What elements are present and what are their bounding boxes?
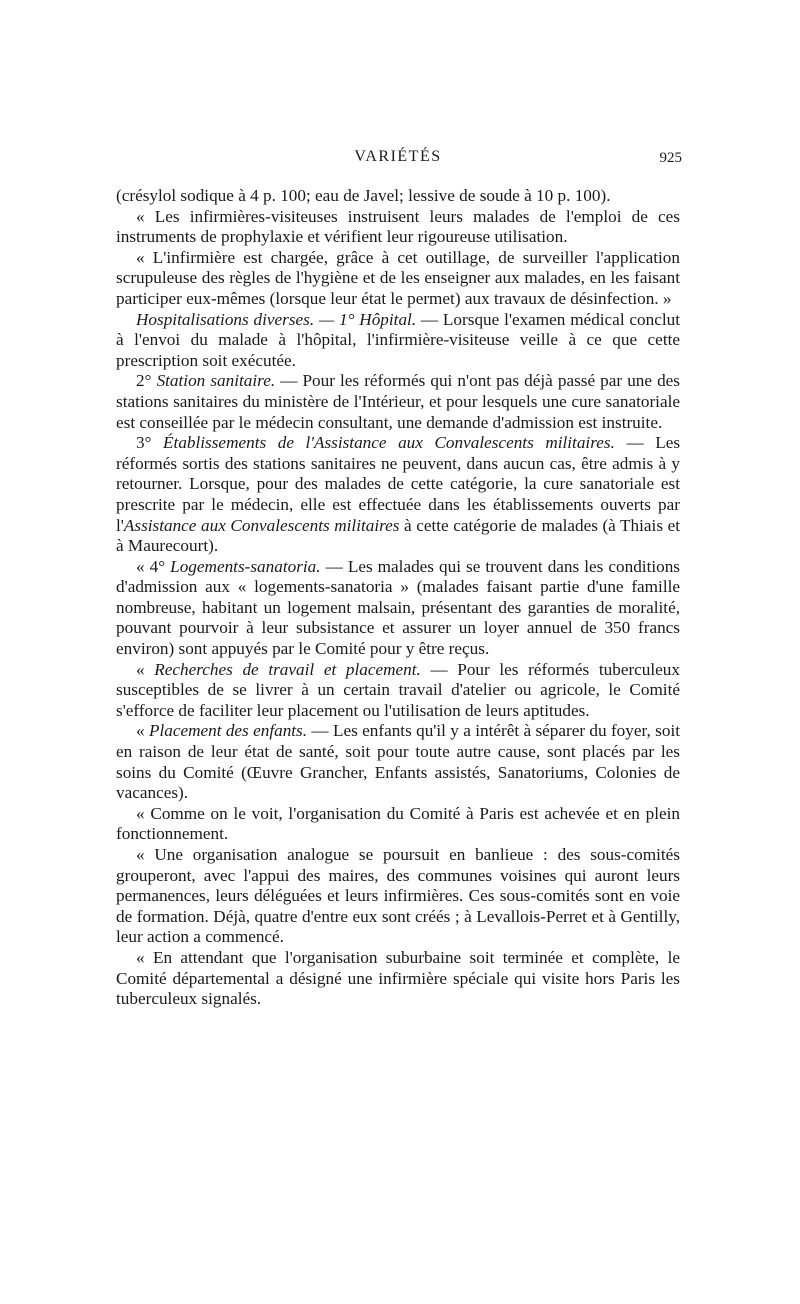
running-title: VARIÉTÉS [354,148,442,165]
paragraph-6-prefix: 3° [136,433,164,453]
paragraph-10 [116,804,680,845]
paragraph-12 [116,948,680,1010]
paragraph-4-heading: Hospitalisations diverses. — 1° Hôpital. [136,309,417,329]
running-header [116,148,680,172]
paragraph-11-text: « Une organisation analogue se poursuit en banlieue : des sous-comités grouperont, avec l'appui des maires, des communes voisines qui auront leurs permanences, leurs déléguées et leurs infirmières. Ces sous-comités sont en voie de formation. Déjà, quatre d'entre eux sont créés ; à Levallois-Perret et à Gentilly, leur action a commencé. [116,845,680,947]
paragraph-6-text: — Les réformés sortis des stations sanitaires ne peuvent, dans aucun cas, être admis à y retourner. Lorsque, pour des malades de cette catégorie, la cure sanatoriale est prescrite par le médecin, elle est effectuée dans les établissements ouverts par l' [116,433,681,535]
paragraph-3 [116,248,680,310]
paragraph-7-heading: Logements-sanatoria. [170,556,321,576]
paragraph-5-heading: Station sanitaire. [156,371,276,391]
paragraph-12-text: « En attendant que l'organisation suburbaine soit terminée et complète, le Comité départemental a désigné une infirmière spéciale qui visite hors Paris les tuberculeux signalés. [116,947,680,1009]
paragraph-9-text: — Les enfants qu'il y a intérêt à séparer du foyer, soit en raison de leur état de santé, soit pour toute autre cause, sont placés par les soins du Comité (Œuvre Grancher, Enfants assistés, Sanatoriums, Colonies de vacances). [116,721,681,803]
paragraph-3-text: « L'infirmière est chargée, grâce à cet outillage, de surveiller l'application scrupuleuse des règles de l'hygiène et de les enseigner aux malades, en les faisant participer eux-mêmes (lorsque leur état le permet) aux travaux de désinfection. » [116,247,680,308]
paragraph-5-prefix: 2° [136,371,157,391]
paragraph-7-prefix: « 4° [136,556,171,576]
page-number: 925 [659,150,682,166]
paragraph-9-heading: Placement des enfants. [148,721,308,741]
paragraph-9 [116,721,680,803]
body-text [116,186,680,1010]
paragraph-2-text: « Les infirmières-visiteuses instruisent leurs malades de l'emploi de ces instruments de prophylaxie et vérifient leur rigoureuse utilisation. [116,206,680,247]
paragraph-8-prefix: « [136,659,155,679]
paragraph-6-heading: Établissements de l'Assistance aux Convalescents militaires. [163,433,615,453]
paragraph-8 [116,660,680,722]
paragraph-5-text: — Pour les réformés qui n'ont pas déjà passé par une des stations sanitaires du ministère de l'Intérieur, et pour lesquels une cure sanatoriale est conseillée par le médecin consultant, une demande d'admission est instruite. [116,371,681,432]
paragraph-2 [116,207,680,248]
paragraph-11 [116,845,680,948]
paragraph-10-text: « Comme on le voit, l'organisation du Comité à Paris est achevée et en plein fonctionnement. [116,803,680,844]
paragraph-1 [116,186,680,207]
paragraph-7 [116,557,680,660]
paragraph-8-text: — Pour les réformés tuberculeux susceptibles de se livrer à un certain travail d'atelier ou agricole, le Comité s'efforce de faciliter leur placement ou l'utilisation de leurs aptitudes. [116,659,680,720]
paragraph-4 [116,310,680,372]
paragraph-6 [116,433,680,557]
paragraph-5 [116,371,680,433]
paragraph-7-text: — Les malades qui se trouvent dans les conditions d'admission aux « logements-sanatoria » (malades faisant partie d'une famille nombreuse, habitant un logement malsain, présentant des garanties de moralité, pouvant pourvoir à leur subsistance et assurer un loyer annuel de 350 francs environ) sont appuyés par le Comité pour y être reçus. [116,556,681,659]
paragraph-1-text: (crésylol sodique à 4 p. 100; eau de Javel; lessive de soude à 10 p. 100). [116,186,611,205]
paragraph-9-prefix: « [136,721,149,741]
paragraph-6-institution: Assistance aux Convalescents militaires [123,515,400,535]
paragraph-6-text-end: à cette catégorie de malades (à Thiais et à Maurecourt). [116,515,680,556]
paragraph-4-text: — Lorsque l'examen médical conclut à l'envoi du malade à l'hôpital, l'infirmière-visiteuse veille à ce que cette prescription soit exécutée. [116,309,680,370]
paragraph-8-heading: Recherches de travail et placement. [154,659,421,679]
